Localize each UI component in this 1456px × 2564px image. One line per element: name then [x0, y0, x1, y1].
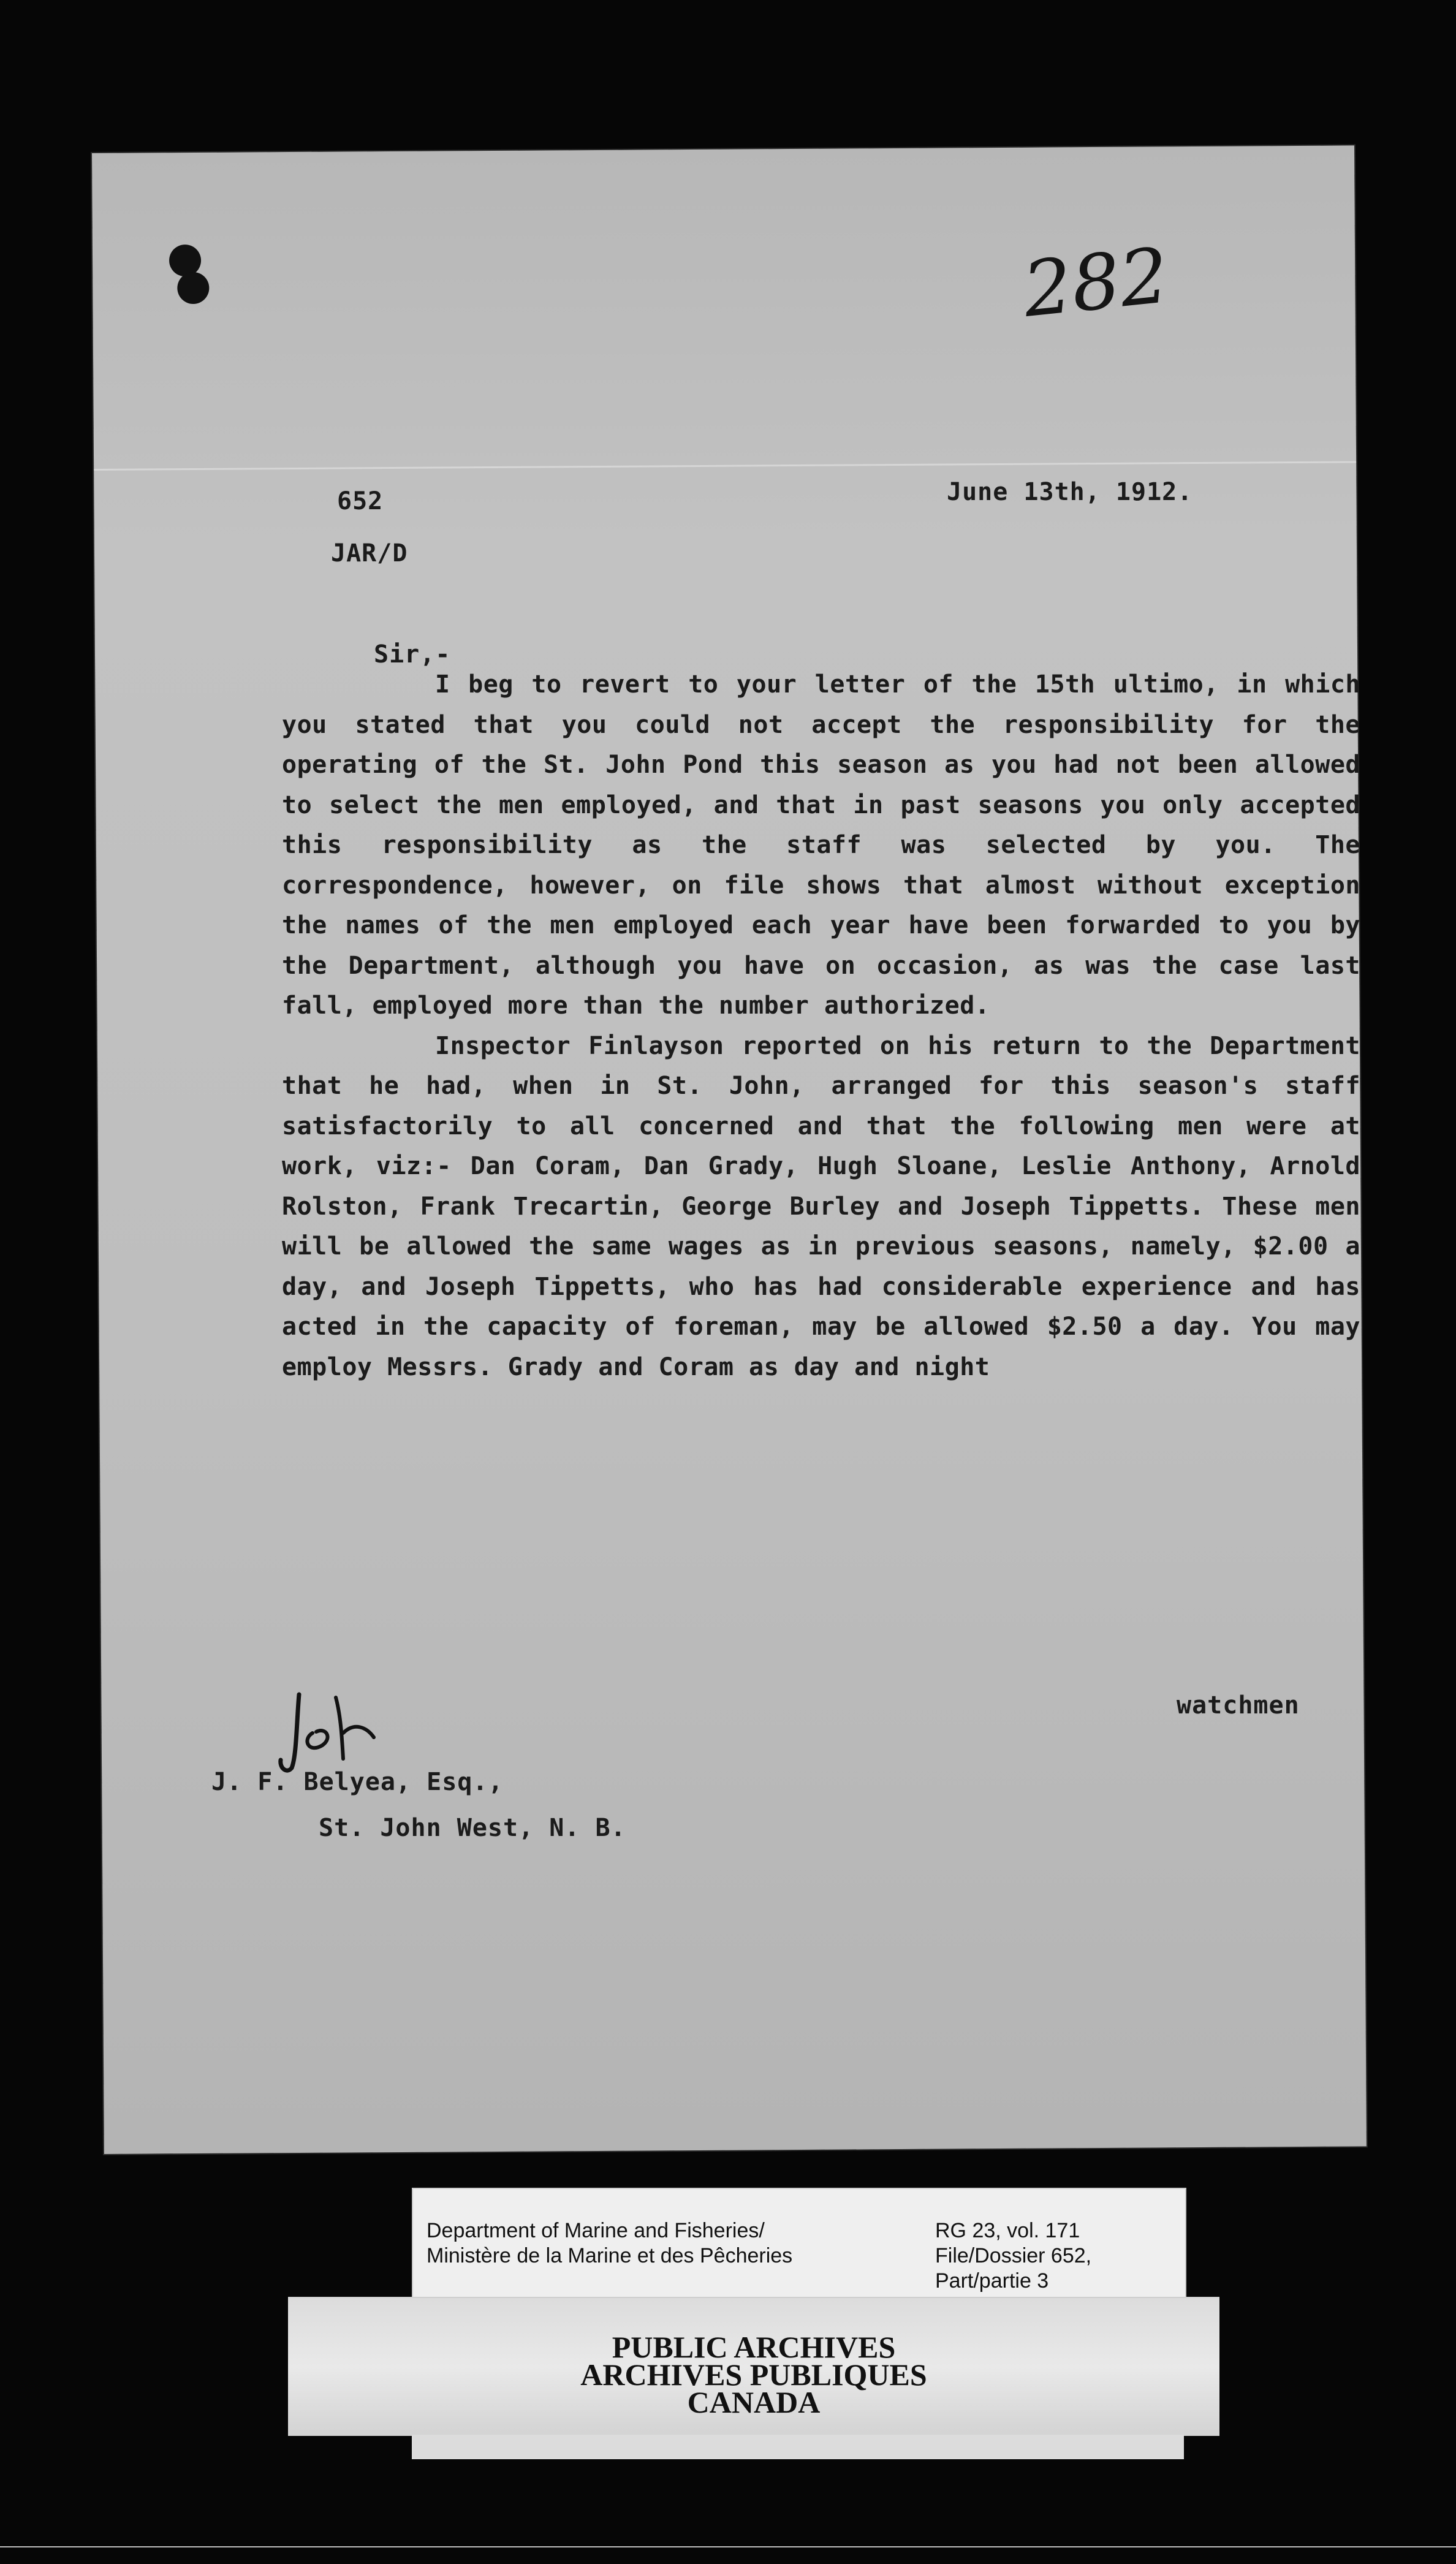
- department-english: Department of Marine and Fisheries/: [427, 2219, 765, 2242]
- body-paragraph-1: I beg to revert to your letter of the 15th ultimo, in which you stated that you could not accept the responsibility for the operating of the St. John Pond this season as you had not been allowed to select the men employed, and that in past seasons you only accepted this responsibility as the staff was selected by you. The correspondence, however, on file shows that almost without exception the names of the men employed each year have been forwarded to you by the Department, although you have on occasion, as was the case last fall, employed more than the number authorized.: [282, 670, 1360, 1020]
- department-name: [427, 2218, 792, 2269]
- archives-english: PUBLIC ARCHIVES: [612, 2330, 896, 2364]
- punch-hole-mark: [177, 272, 209, 304]
- part-number: Part/partie 3: [935, 2269, 1049, 2293]
- record-group-volume: RG 23, vol. 171: [935, 2219, 1080, 2242]
- archival-reference: [935, 2218, 1091, 2294]
- body-paragraph-2: Inspector Finlayson reported on his return to the Department that he had, when in St. John, arranged for this season's staff satisfactorily to all concerned and that the following men were at work, viz:- Dan Coram, Dan Grady, Hugh Sloane, Leslie Anthony, Arnold Rolston, Frank Trecartin, George Burley and Joseph Tippetts. These men will be allowed the same wages as in previous seasons, namely, $2.00 a day, and Joseph Tippetts, who has had considerable experience and has acted in the capacity of foreman, may be allowed $2.50 a day. You may employ Messrs. Grady and Coram as day and night: [282, 1031, 1360, 1381]
- addressee-location: St. John West, N. B.: [319, 1814, 626, 1842]
- file-dossier-number: File/Dossier 652,: [935, 2244, 1092, 2267]
- letter-date: June 13th, 1912.: [947, 478, 1193, 506]
- punch-hole-mark: [169, 245, 201, 276]
- archives-french: ARCHIVES PUBLIQUES: [580, 2357, 927, 2392]
- archives-country: CANADA: [687, 2385, 821, 2419]
- continued-word: watchmen: [1177, 1691, 1300, 1720]
- department-french: Ministère de la Marine et des Pêcheries: [427, 2244, 793, 2267]
- handwritten-page-number: 282: [1019, 232, 1173, 335]
- addressee-name: J. F. Belyea, Esq.,: [211, 1768, 504, 1796]
- handwritten-initials-signature: [275, 1679, 382, 1777]
- scan-bottom-line: [0, 2546, 1456, 2547]
- salutation: Sir,-: [374, 640, 451, 669]
- file-reference-number: 652: [337, 487, 384, 515]
- paper-fold-line: [94, 461, 1356, 471]
- letter-body: [282, 665, 1360, 1387]
- archives-stamp-strip: [288, 2297, 1219, 2436]
- initials-reference: JAR/D: [331, 539, 408, 567]
- label-strip-lower-edge: [412, 2435, 1184, 2459]
